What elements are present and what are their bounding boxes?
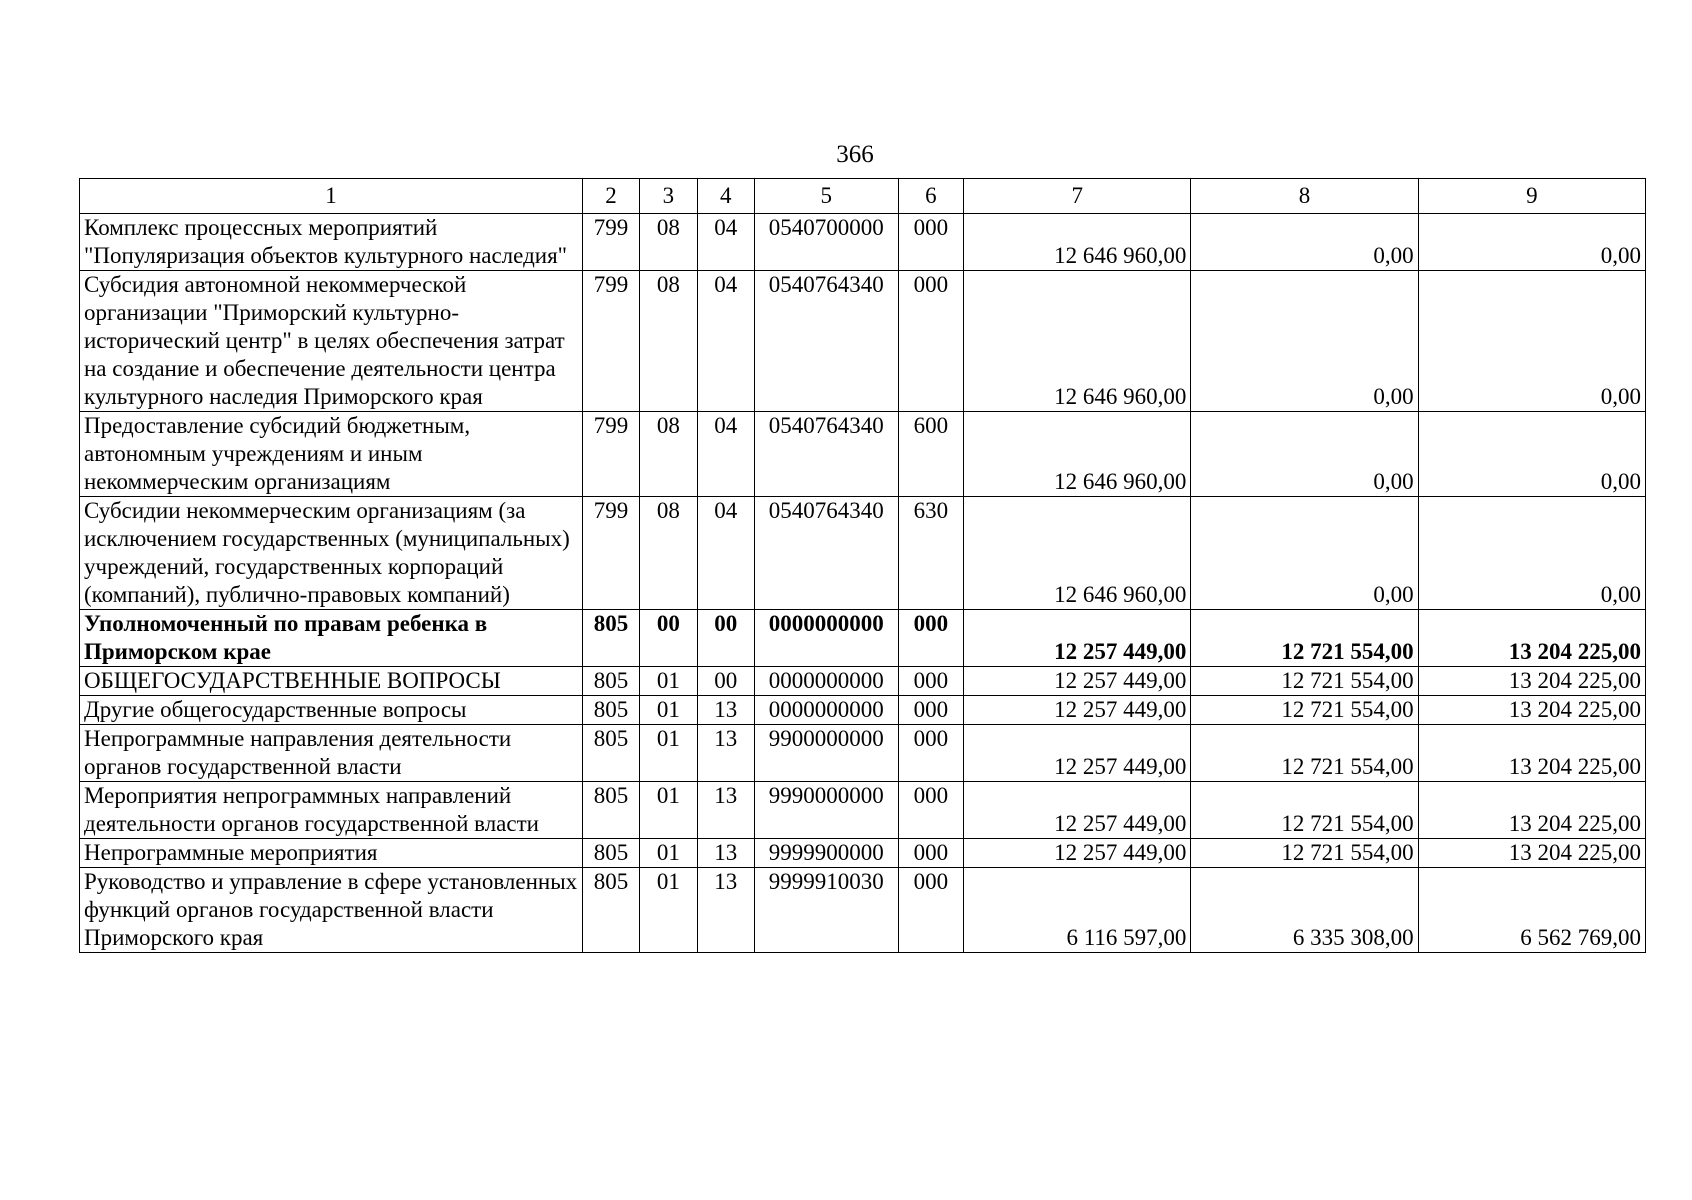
amount-cell-9: 6 562 769,00 (1418, 868, 1645, 953)
table-row (80, 271, 1646, 412)
code-cell-5: 9990000000 (754, 782, 898, 839)
code-cell-3: 08 (640, 214, 697, 271)
description-cell: Уполномоченный по правам ребенка в Приморском крае (80, 610, 583, 667)
amount-cell-9: 13 204 225,00 (1418, 782, 1645, 839)
amount-cell-8: 12 721 554,00 (1191, 839, 1418, 868)
code-cell-2: 805 (582, 868, 639, 953)
code-cell-5: 0540764340 (754, 412, 898, 497)
table-row (80, 667, 1646, 696)
description-cell: ОБЩЕГОСУДАРСТВЕННЫЕ ВОПРОСЫ (80, 667, 583, 696)
amount-cell-9: 0,00 (1418, 497, 1645, 610)
amount-cell-7: 12 257 449,00 (964, 610, 1191, 667)
code-cell-3: 01 (640, 667, 697, 696)
budget-table (79, 178, 1646, 953)
description-cell: Субсидии некоммерческим организациям (за исключением государственных (муниципальных) учреждений, государственных корпораций (компаний), публично-правовых компаний) (80, 497, 583, 610)
code-cell-2: 805 (582, 839, 639, 868)
table-row (80, 782, 1646, 839)
description-cell: Руководство и управление в сфере установленных функций органов государственной власти Приморского края (80, 868, 583, 953)
code-cell-3: 00 (640, 610, 697, 667)
code-cell-5: 0000000000 (754, 610, 898, 667)
amount-cell-8: 0,00 (1191, 271, 1418, 412)
code-cell-2: 799 (582, 412, 639, 497)
code-cell-4: 00 (697, 610, 754, 667)
amount-cell-8: 0,00 (1191, 412, 1418, 497)
code-cell-6: 000 (898, 667, 963, 696)
description-cell: Комплекс процессных мероприятий "Популяризация объектов культурного наследия" (80, 214, 583, 271)
header-cell-1: 1 (80, 179, 583, 214)
code-cell-5: 0000000000 (754, 667, 898, 696)
code-cell-3: 01 (640, 782, 697, 839)
header-cell-3: 3 (640, 179, 697, 214)
amount-cell-7: 12 257 449,00 (964, 725, 1191, 782)
table-row (80, 696, 1646, 725)
amount-cell-8: 12 721 554,00 (1191, 667, 1418, 696)
code-cell-6: 000 (898, 782, 963, 839)
amount-cell-7: 12 257 449,00 (964, 696, 1191, 725)
amount-cell-7: 12 646 960,00 (964, 271, 1191, 412)
description-cell: Субсидия автономной некоммерческой организации "Приморский культурно-исторический центр" в целях обеспечения затрат на создание и обеспечение деятельности центра культурного наследия Приморского края (80, 271, 583, 412)
amount-cell-9: 0,00 (1418, 412, 1645, 497)
table-row (80, 725, 1646, 782)
code-cell-4: 04 (697, 271, 754, 412)
description-cell: Непрограммные направления деятельности органов государственной власти (80, 725, 583, 782)
amount-cell-7: 12 646 960,00 (964, 214, 1191, 271)
code-cell-6: 630 (898, 497, 963, 610)
code-cell-2: 799 (582, 214, 639, 271)
code-cell-5: 0540764340 (754, 271, 898, 412)
code-cell-3: 08 (640, 271, 697, 412)
amount-cell-7: 12 257 449,00 (964, 839, 1191, 868)
code-cell-6: 000 (898, 868, 963, 953)
code-cell-4: 00 (697, 667, 754, 696)
amount-cell-9: 13 204 225,00 (1418, 667, 1645, 696)
table-row (80, 868, 1646, 953)
description-cell: Предоставление субсидий бюджетным, автономным учреждениям и иным некоммерческим организациям (80, 412, 583, 497)
description-cell: Непрограммные мероприятия (80, 839, 583, 868)
code-cell-4: 13 (697, 725, 754, 782)
code-cell-2: 799 (582, 497, 639, 610)
amount-cell-8: 12 721 554,00 (1191, 696, 1418, 725)
header-cell-9: 9 (1418, 179, 1645, 214)
amount-cell-8: 0,00 (1191, 497, 1418, 610)
code-cell-3: 08 (640, 497, 697, 610)
code-cell-5: 9900000000 (754, 725, 898, 782)
code-cell-4: 13 (697, 782, 754, 839)
amount-cell-7: 12 646 960,00 (964, 497, 1191, 610)
header-cell-6: 6 (898, 179, 963, 214)
header-cell-8: 8 (1191, 179, 1418, 214)
code-cell-6: 000 (898, 725, 963, 782)
amount-cell-7: 12 646 960,00 (964, 412, 1191, 497)
amount-cell-7: 12 257 449,00 (964, 782, 1191, 839)
code-cell-2: 799 (582, 271, 639, 412)
code-cell-6: 000 (898, 271, 963, 412)
code-cell-3: 08 (640, 412, 697, 497)
code-cell-6: 600 (898, 412, 963, 497)
header-row (80, 179, 1646, 214)
amount-cell-8: 6 335 308,00 (1191, 868, 1418, 953)
description-cell: Мероприятия непрограммных направлений деятельности органов государственной власти (80, 782, 583, 839)
code-cell-6: 000 (898, 214, 963, 271)
header-cell-7: 7 (964, 179, 1191, 214)
code-cell-2: 805 (582, 610, 639, 667)
amount-cell-7: 12 257 449,00 (964, 667, 1191, 696)
code-cell-2: 805 (582, 696, 639, 725)
code-cell-6: 000 (898, 839, 963, 868)
description-cell: Другие общегосударственные вопросы (80, 696, 583, 725)
table-row (80, 214, 1646, 271)
amount-cell-8: 12 721 554,00 (1191, 610, 1418, 667)
table-row (80, 610, 1646, 667)
code-cell-4: 13 (697, 696, 754, 725)
code-cell-3: 01 (640, 839, 697, 868)
code-cell-6: 000 (898, 610, 963, 667)
code-cell-3: 01 (640, 696, 697, 725)
code-cell-4: 13 (697, 868, 754, 953)
amount-cell-9: 0,00 (1418, 271, 1645, 412)
table-row (80, 412, 1646, 497)
amount-cell-9: 13 204 225,00 (1418, 725, 1645, 782)
table-row (80, 497, 1646, 610)
page-number: 366 (836, 141, 874, 168)
code-cell-4: 04 (697, 214, 754, 271)
code-cell-5: 0000000000 (754, 696, 898, 725)
header-cell-2: 2 (582, 179, 639, 214)
amount-cell-9: 13 204 225,00 (1418, 610, 1645, 667)
code-cell-4: 04 (697, 497, 754, 610)
code-cell-3: 01 (640, 725, 697, 782)
code-cell-4: 04 (697, 412, 754, 497)
code-cell-5: 9999900000 (754, 839, 898, 868)
code-cell-2: 805 (582, 782, 639, 839)
code-cell-6: 000 (898, 696, 963, 725)
header-cell-5: 5 (754, 179, 898, 214)
amount-cell-8: 12 721 554,00 (1191, 782, 1418, 839)
amount-cell-9: 0,00 (1418, 214, 1645, 271)
code-cell-2: 805 (582, 667, 639, 696)
code-cell-5: 0540764340 (754, 497, 898, 610)
code-cell-5: 9999910030 (754, 868, 898, 953)
amount-cell-9: 13 204 225,00 (1418, 696, 1645, 725)
amount-cell-8: 0,00 (1191, 214, 1418, 271)
table-row (80, 839, 1646, 868)
amount-cell-7: 6 116 597,00 (964, 868, 1191, 953)
amount-cell-8: 12 721 554,00 (1191, 725, 1418, 782)
code-cell-5: 0540700000 (754, 214, 898, 271)
amount-cell-9: 13 204 225,00 (1418, 839, 1645, 868)
code-cell-2: 805 (582, 725, 639, 782)
header-cell-4: 4 (697, 179, 754, 214)
code-cell-3: 01 (640, 868, 697, 953)
code-cell-4: 13 (697, 839, 754, 868)
